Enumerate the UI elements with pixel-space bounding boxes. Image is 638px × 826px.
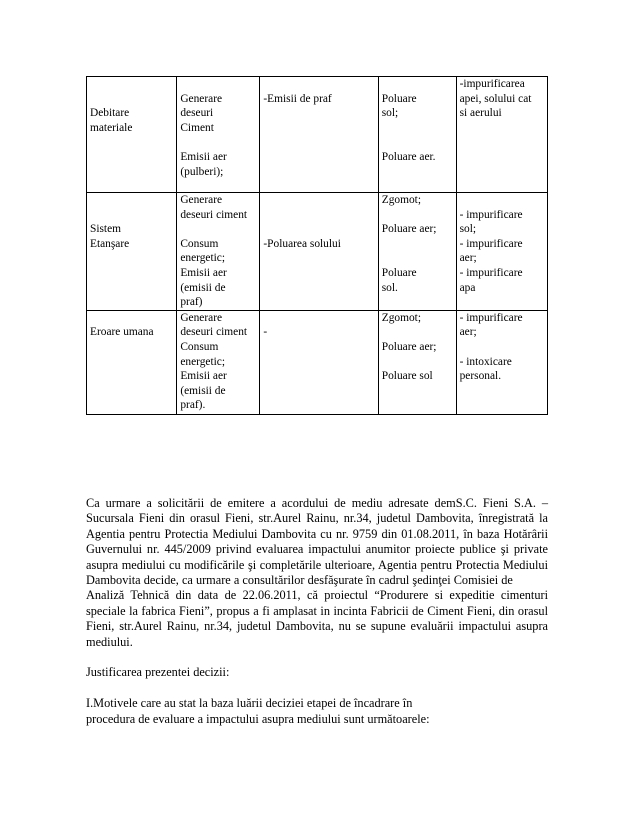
cell-line: -Poluarea solului [263,237,341,250]
cell-line: Poluare sol [381,370,433,383]
cell-line: personal. [459,370,502,383]
cell-line: sol; [381,107,399,120]
cell-line: Eroare umana [90,326,154,339]
table-cell-col1 [87,193,177,311]
table-cell-col1 [87,310,177,414]
cell-line: - impurificare [459,208,523,221]
cell-line: si aerului [459,107,502,120]
table-cell-col3 [260,77,378,193]
cell-line: sol; [459,223,477,236]
cell-line: Emisii aer [180,150,227,163]
decision-text [86,496,548,727]
cell-line: praf). [180,399,206,412]
table-cell-col1 [87,77,177,193]
table-cell-col4 [378,193,456,311]
cell-line: Etanşare [90,237,130,250]
table-cell-col5 [456,310,547,414]
cell-line: -impurificarea [459,78,525,90]
cell-line: Debitare [90,107,130,120]
impact-table-body [87,77,548,415]
cell-line: - impurificare [459,237,523,250]
motives-intro [86,696,548,727]
cell-line: Generare [180,92,223,105]
motives-line-2: procedura de evaluare a impactului asupra mediului sunt următoarele: [86,711,430,726]
cell-line: Generare [180,194,223,206]
cell-line: deseuri ciment [180,326,248,339]
cell-line: aer; [459,326,477,339]
row-debitare-materiale [87,77,548,193]
cell-line: sol. [381,281,398,294]
cell-line: energetic; [180,252,226,265]
cell-line: Emisii aer [180,266,227,279]
table-cell-col5 [456,77,547,193]
cell-line: Sistem [90,223,122,236]
impact-table [86,76,548,415]
cell-line: (pulberi); [180,165,224,178]
table-cell-col4 [378,77,456,193]
cell-line: aer; [459,252,477,265]
cell-line: materiale [90,121,133,134]
cell-line: deseuri [180,107,214,120]
cell-line: Generare [180,311,223,324]
justification-heading: Justificarea prezentei decizii: [86,665,230,680]
cell-line: Zgomot; [381,311,421,324]
cell-line: (emisii de [180,384,226,397]
table-cell-col5 [456,193,547,311]
table-cell-col3 [260,193,378,311]
cell-line: - intoxicare [459,355,512,368]
cell-line: praf) [180,296,203,309]
cell-line: energetic; [180,355,226,368]
table-cell-col2 [177,77,260,193]
cell-line: Consum [180,340,219,353]
cell-line: Poluare [381,92,417,105]
cell-line: Poluare aer. [381,150,436,163]
cell-line: - impurificare [459,266,523,279]
paragraph-request: Ca urmare a solicitării de emitere a acordului de mediu adresate demS.C. Fieni S.A. – Sucursala Fieni din orasul Fieni, str.Aurel Rainu, nr.34, judetul Dambovita, înregistrată la Agentia pentru Protectia Mediului Dambovita cu nr. 9759 din 01.08.2011, în baza Hotărârii Guvernului nr. 445/2009 privind evaluarea impactului anumitor proiecte publice şi private asupra mediului cu modificările şi completările ulterioare, Agentia pentru Protectia Mediului Dambovita decide, ca urmare a consultărilor desfăşurate în cadrul şedinţei Comisiei de [86,496,548,588]
cell-line: Poluare aer; [381,223,437,236]
cell-line: -Emisii de praf [263,92,332,105]
cell-line: deseuri ciment [180,208,248,221]
cell-line: Poluare [381,266,417,279]
cell-line: Consum [180,237,219,250]
table-cell-col4 [378,310,456,414]
table-cell-col2 [177,193,260,311]
cell-line: Poluare aer; [381,340,437,353]
motives-line-1: I.Motivele care au stat la baza luării deciziei etapei de încadrare în [86,696,413,711]
table-cell-col3 [260,310,378,414]
row-sistem-etansare [87,193,548,311]
cell-line: Emisii aer [180,370,227,383]
table-cell-col2 [177,310,260,414]
paragraph-decision: Analiză Tehnică din data de 22.06.2011, că proiectul “Produrere si expeditie cimenturi speciale la fabrica Fieni”, propus a fi amplasat in incinta Fabricii de Ciment Fieni, din orasul Fieni, str.Aurel Rainu, nr.34, judetul Dambovita, nu se supune evaluării impactului asupra mediului. [86,588,548,649]
cell-line: Ciment [180,121,214,134]
cell-line: apa [459,281,476,294]
cell-line: apei, solului cat [459,92,532,105]
cell-line: (emisii de [180,281,226,294]
cell-line: Zgomot; [381,194,421,206]
cell-line: - [263,326,268,339]
row-eroare-umana [87,310,548,414]
cell-line: - impurificare [459,311,523,324]
